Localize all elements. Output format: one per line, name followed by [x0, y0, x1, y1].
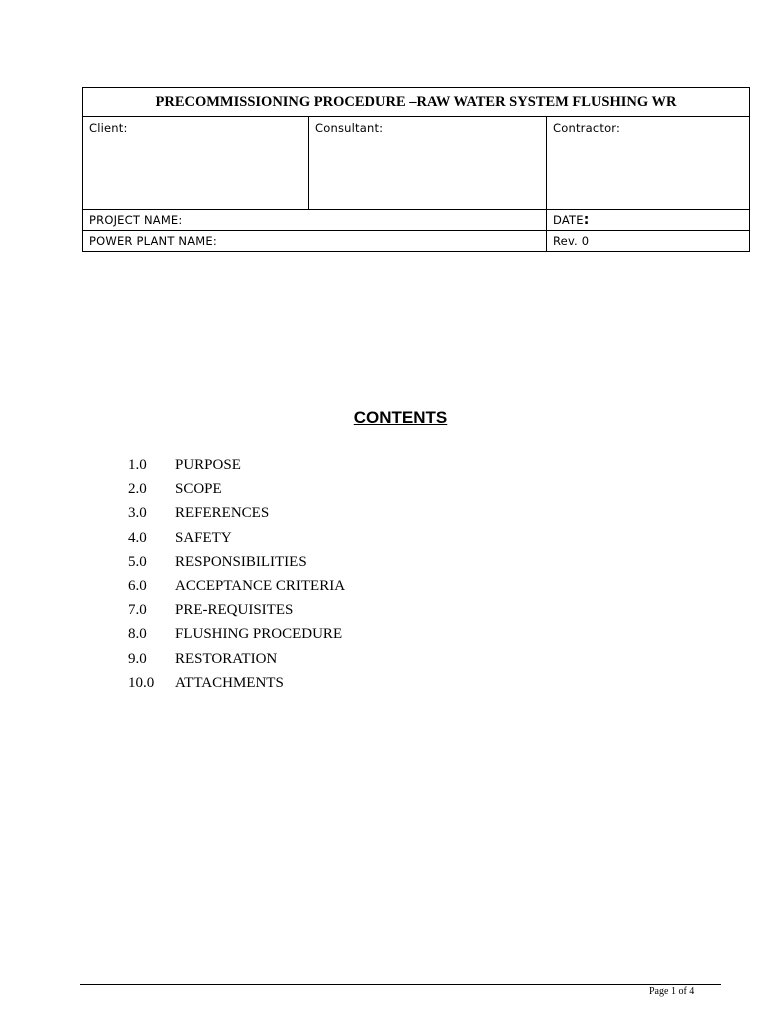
date-colon: :	[583, 212, 590, 228]
client-label: Client:	[89, 121, 128, 135]
toc-item-title: SCOPE	[175, 481, 222, 498]
toc-item-number: 8.0	[128, 626, 147, 643]
project-name-label: PROJECT NAME:	[89, 213, 183, 227]
toc-item-title: REFERENCES	[175, 505, 270, 522]
table-of-contents	[128, 456, 345, 698]
consultant-label: Consultant:	[315, 121, 384, 135]
toc-item-title: SAFETY	[175, 529, 232, 546]
document-header-table	[82, 87, 750, 252]
client-cell	[83, 117, 309, 210]
toc-item-number: 9.0	[128, 650, 147, 667]
toc-item-title: PURPOSE	[175, 457, 241, 473]
toc-item	[128, 456, 345, 480]
toc-item-number: 6.0	[128, 577, 147, 594]
power-plant-cell	[83, 231, 547, 252]
date-label: DATE	[553, 213, 584, 227]
power-plant-row	[83, 231, 750, 252]
toc-item	[128, 553, 345, 577]
toc-item	[128, 504, 345, 528]
footer-divider	[80, 984, 721, 985]
consultant-cell	[309, 117, 547, 210]
toc-item-number: 4.0	[128, 529, 147, 546]
date-cell	[547, 210, 750, 231]
toc-item	[128, 601, 345, 625]
toc-item	[128, 480, 345, 504]
toc-item	[128, 529, 345, 553]
toc-item	[128, 625, 345, 649]
power-plant-label: POWER PLANT NAME:	[89, 234, 217, 248]
project-row	[83, 210, 750, 231]
toc-item-number: 3.0	[128, 505, 147, 522]
contractor-label: Contractor:	[553, 121, 621, 135]
toc-item-number: 10.0	[128, 674, 155, 691]
toc-item-title: ATTACHMENTS	[175, 674, 284, 691]
toc-item-title: FLUSHING PROCEDURE	[175, 626, 343, 643]
project-name-cell	[83, 210, 547, 231]
revision-cell	[547, 231, 750, 252]
toc-item-number: 7.0	[128, 602, 147, 619]
parties-row	[83, 117, 750, 210]
toc-item-title: ACCEPTANCE CRITERIA	[175, 577, 346, 594]
title-row	[83, 88, 750, 117]
contents-heading: CONTENTS	[353, 408, 448, 427]
revision-label: Rev. 0	[553, 234, 590, 248]
document-title: PRECOMMISSIONING PROCEDURE –RAW WATER SYSTEM FLUSHING WR	[83, 88, 750, 117]
toc-item	[128, 650, 345, 674]
page-number: Page 1 of 4	[649, 986, 695, 997]
toc-item-title: RESPONSIBILITIES	[175, 553, 307, 570]
toc-item-title: RESTORATION	[175, 650, 278, 667]
toc-item-title: PRE-REQUISITES	[175, 602, 294, 619]
contractor-cell	[547, 117, 750, 210]
toc-item-number: 2.0	[128, 481, 147, 498]
toc-item	[128, 577, 345, 601]
toc-item-number: 1.0	[128, 457, 147, 473]
toc-item-number: 5.0	[128, 553, 147, 570]
toc-item	[128, 674, 345, 698]
